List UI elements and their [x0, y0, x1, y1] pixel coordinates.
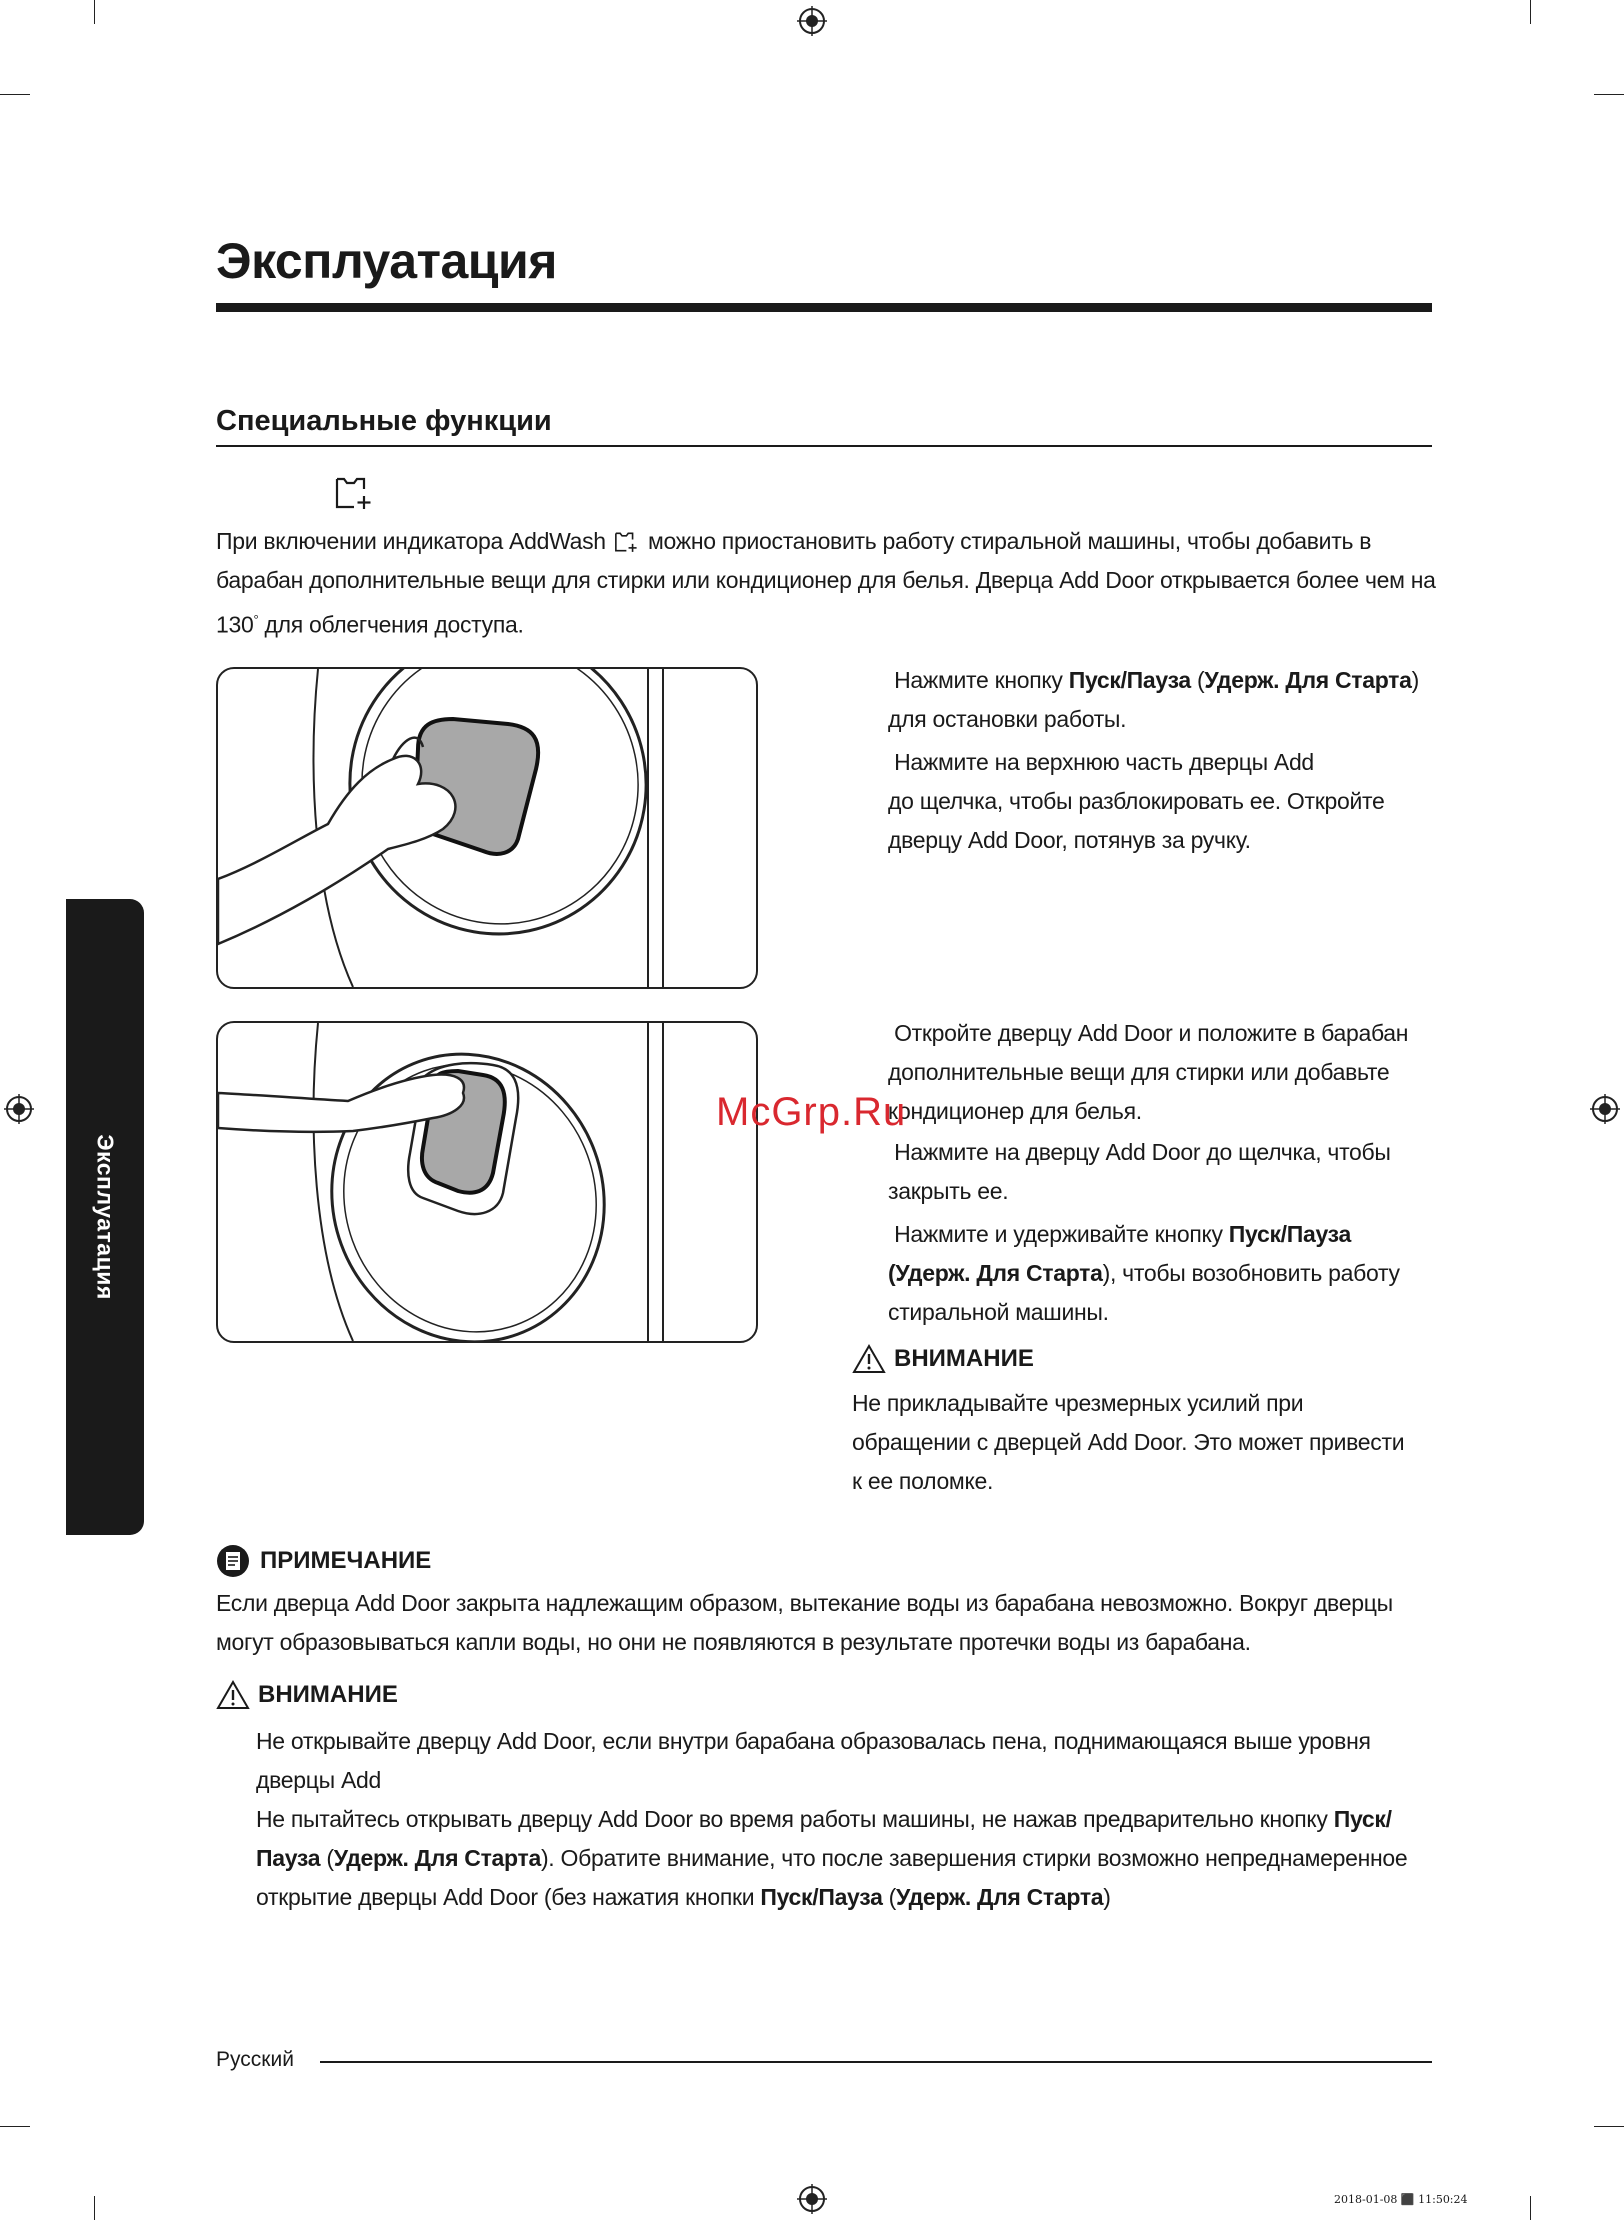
step-4: Нажмите на дверцу Add Door до щелчка, чтобы	[894, 1139, 1391, 1165]
caution-heading: ВНИМАНИЕ	[852, 1344, 1432, 1374]
watermark: McGrp.Ru	[716, 1090, 907, 1134]
illustration-open-door	[216, 667, 758, 989]
note-heading: ПРИМЕЧАНИЕ	[216, 1544, 1446, 1578]
note-icon	[216, 1544, 250, 1578]
crop-mark	[94, 0, 95, 24]
crop-mark	[1530, 0, 1531, 24]
caution-item: Не открывайте дверцу Add Door, если внутри барабана образовалась пена, поднимающаяся выше уровня	[256, 1728, 1371, 1754]
step-5: Нажмите и удерживайте кнопку Пуск/Пауза	[894, 1221, 1351, 1247]
crop-mark	[94, 2196, 95, 2220]
warning-triangle-icon	[216, 1680, 250, 1710]
footer-divider	[320, 2061, 1432, 2063]
step-3: Откройте дверцу Add Door и положите в барабан	[894, 1020, 1409, 1046]
step-list: Откройте дверцу Add Door и положите в барабан дополнительные вещи для стирки или добавьте кондиционер для белья. Нажмите на дверцу Add Door до щелчка, чтобы закрыть ее. Нажмите и удерживайте кнопку Пуск/Пауза (Удерж. Для Старта), чтобы возобновить работу стиральной машины.	[888, 1014, 1428, 1332]
caution-item: Не пытайтесь открывать дверцу Add Door во время работы машины, не нажав предварительно кнопку Пуск/	[256, 1806, 1392, 1832]
print-info: 2018-01-08 ⬛ 11:50:24	[1334, 2193, 1468, 2206]
footer-language: Русский	[216, 2048, 294, 2071]
step-1: Нажмите кнопку Пуск/Пауза (Удерж. Для Старта)	[894, 667, 1419, 693]
warning-triangle-icon	[852, 1344, 886, 1374]
intro-paragraph: При включении индикатора AddWash можно приостановить работу стиральной машины, чтобы добавить в барабан дополнительные вещи для стирки или кондиционер для белья. Дверца Add Door открывается более чем на 130° для облегчения доступа.	[216, 528, 1436, 638]
crop-mark	[1594, 2126, 1624, 2127]
step-list: Нажмите кнопку Пуск/Пауза (Удерж. Для Старта) для остановки работы. Нажмите на верхнюю часть дверцы Add до щелчка, чтобы разблокировать ее. Откройте дверцу Add Door, потянув за ручку.	[888, 661, 1428, 860]
section-divider	[216, 445, 1432, 447]
addwash-icon	[614, 531, 640, 553]
crop-mark	[0, 94, 30, 95]
crop-mark	[0, 2126, 30, 2127]
section-side-tab: Эксплуатация	[66, 899, 144, 1535]
title-divider	[216, 303, 1432, 312]
section-title: Специальные функции	[216, 405, 552, 437]
page-title: Эксплуатация	[216, 233, 557, 289]
illustration-add-laundry	[216, 1021, 758, 1343]
registration-mark-icon	[4, 1094, 34, 1124]
addwash-icon	[334, 476, 376, 510]
caution-block: ВНИМАНИЕ Не открывайте дверцу Add Door, если внутри барабана образовалась пена, поднимающаяся выше уровня дверцы Add Не пытайтесь открывать дверцу Add Door во время работы машины, не нажав предварительно кнопку Пуск/ Пауза (Удерж. Для Старта). Обратите внимание, что после завершения стирки возможно непреднамеренное открытие дверцы Add Door (без нажатия кнопки Пуск/Пауза (Удерж. Для Старта)	[216, 1680, 1446, 1917]
note-block: ПРИМЕЧАНИЕ Если дверца Add Door закрыта надлежащим образом, вытекание воды из барабана невозможно. Вокруг дверцы могут образовываться капли воды, но они не появляются в результате протечки воды из барабана.	[216, 1544, 1446, 1662]
crop-mark	[1594, 94, 1624, 95]
step-2: Нажмите на верхнюю часть дверцы Add	[894, 749, 1314, 775]
caution-heading: ВНИМАНИЕ	[216, 1680, 1446, 1710]
registration-mark-icon	[797, 2184, 827, 2214]
registration-mark-icon	[1590, 1094, 1620, 1124]
crop-mark	[1530, 2196, 1531, 2220]
caution-block: ВНИМАНИЕ Не прикладывайте чрезмерных усилий при обращении с дверцей Add Door. Это может привести к ее поломке.	[852, 1344, 1432, 1501]
registration-mark-icon	[797, 6, 827, 36]
